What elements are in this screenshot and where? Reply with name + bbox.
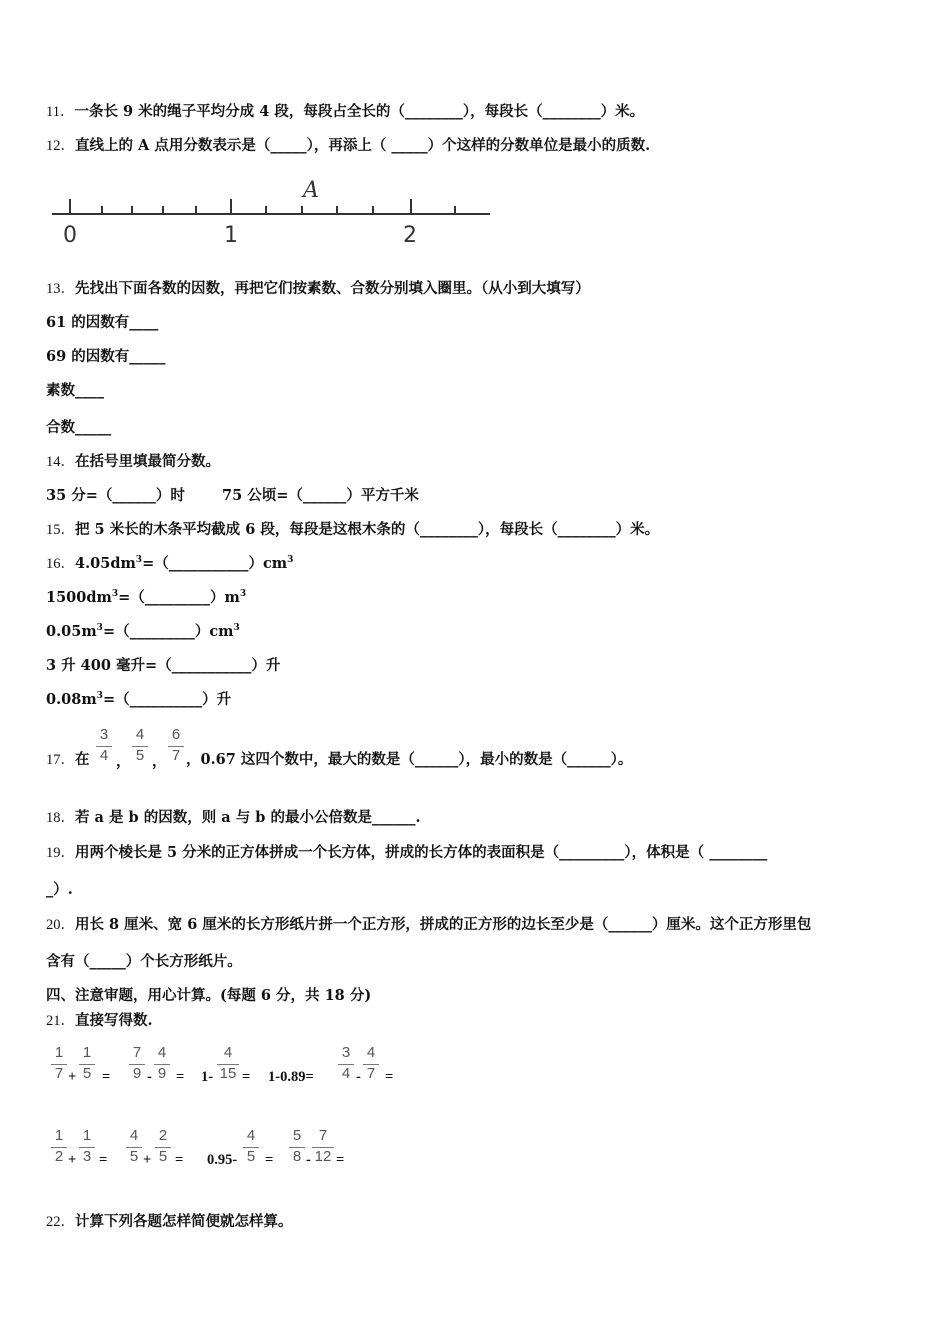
numerator: 1	[82, 1044, 92, 1061]
denominator: 3	[82, 1148, 92, 1165]
q19-continuation: _）.	[46, 881, 73, 898]
fraction	[51, 1044, 67, 1083]
equals: =	[99, 1152, 108, 1168]
operator: +	[68, 1069, 77, 1085]
question-number: 19．	[46, 845, 75, 861]
q16-a-post: =（___________）cm	[142, 555, 288, 572]
fraction	[51, 1127, 67, 1166]
superscript: 3	[96, 691, 103, 702]
superscript: 3	[239, 589, 247, 600]
fraction	[289, 1127, 305, 1166]
question-text: 直线上的 A 点用分数表示是（_____），再添上（ _____）个这样的分数单位是最小的质数.	[75, 137, 651, 154]
fraction	[217, 1044, 239, 1083]
denominator: 5	[158, 1148, 168, 1165]
operator: +	[68, 1152, 77, 1168]
point-a-label: A	[303, 178, 319, 203]
question-20	[46, 915, 811, 935]
numerator: 4	[135, 726, 145, 743]
numerator: 1	[54, 1127, 64, 1144]
denominator: 9	[132, 1065, 142, 1082]
question-17-lead	[46, 750, 90, 770]
question-number: 13．	[46, 281, 75, 297]
q16-a-pre: 4.05dm	[75, 555, 136, 572]
question-text: 一条长 9 米的绳子平均分成 4 段，每段占全长的（________），每段长（________）米。	[74, 103, 645, 120]
q14-line-a: 35 分=（______）时	[46, 487, 185, 504]
q16-line-d: 3 升 400 毫升=（___________）升	[46, 657, 281, 674]
denominator: 12	[314, 1148, 332, 1165]
question-12	[46, 136, 650, 156]
numerator: 6	[171, 726, 181, 743]
question-15	[46, 520, 659, 540]
q16-line-e	[46, 690, 231, 710]
fraction	[338, 1044, 354, 1083]
numerator: 1	[54, 1044, 64, 1061]
superscript: 3	[233, 623, 240, 634]
denominator: 15	[219, 1065, 237, 1082]
question-14	[46, 452, 220, 472]
operator: -	[147, 1069, 152, 1085]
numerator: 4	[246, 1127, 256, 1144]
denominator: 9	[157, 1065, 167, 1082]
section-4-heading: 四、注意审题，用心计算。(每题 6 分，共 18 分)	[46, 987, 372, 1004]
numerator: 4	[157, 1044, 167, 1061]
comma: ，	[152, 754, 167, 770]
q16-c-post: =（_________）cm	[102, 623, 234, 640]
denominator: 5	[135, 747, 145, 764]
question-13	[46, 279, 590, 299]
question-19	[46, 843, 767, 863]
fraction	[79, 1127, 95, 1166]
superscript: 3	[287, 555, 294, 566]
q16-e-pre: 0.08m	[46, 691, 97, 708]
fraction-4-5	[132, 726, 148, 765]
comma: ，	[116, 754, 131, 770]
fraction	[154, 1044, 170, 1083]
numerator: 3	[99, 726, 109, 743]
denominator: 5	[246, 1148, 256, 1165]
q17-lead-word: 在	[75, 751, 90, 768]
tick-label-2: 2	[403, 223, 417, 248]
numerator: 2	[158, 1127, 168, 1144]
superscript: 3	[135, 555, 143, 566]
fraction	[79, 1044, 95, 1083]
equals: =	[385, 1069, 394, 1085]
question-text: 在括号里填最简分数。	[75, 453, 220, 470]
question-number: 17．	[46, 752, 75, 768]
q16-b-post: =（_________）m	[118, 589, 240, 606]
operator: -	[356, 1069, 361, 1085]
numerator: 7	[132, 1044, 142, 1061]
denominator: 7	[54, 1065, 64, 1082]
q14-line-b: 75 公顷=（______）平方千米	[222, 487, 419, 504]
fraction	[155, 1127, 171, 1166]
q16-e-post: =（__________）升	[102, 691, 232, 708]
question-text: 先找出下面各数的因数，再把它们按素数、合数分别填入圈里。（从小到大填写）	[75, 280, 590, 297]
denominator: 2	[54, 1148, 64, 1165]
question-text: 用两个棱长是 5 分米的正方体拼成一个长方体，拼成的长方体的表面积是（_________），体积是（ ________	[75, 844, 768, 861]
question-number: 20．	[46, 917, 75, 933]
q16-c-pre: 0.05m	[46, 623, 97, 640]
numerator: 4	[223, 1044, 233, 1061]
question-number: 21．	[46, 1013, 75, 1029]
fraction-6-7	[168, 726, 184, 765]
question-21	[46, 1011, 153, 1031]
q13-line-c: 素数____	[46, 382, 104, 399]
question-text: 直接写得数.	[75, 1012, 153, 1029]
question-text: 把 5 米长的木条平均截成 6 段，每段是这根木条的（________），每段长（________）米。	[75, 521, 660, 538]
question-number: 22．	[46, 1214, 75, 1230]
question-number: 14．	[46, 454, 75, 470]
numerator: 1	[82, 1127, 92, 1144]
expr-prefix: 0.95-	[207, 1152, 238, 1168]
equals: =	[175, 1152, 184, 1168]
question-number: 12．	[46, 138, 75, 154]
q13-line-a: 61 的因数有____	[46, 314, 159, 331]
fraction	[312, 1127, 334, 1166]
numerator: 4	[366, 1044, 376, 1061]
denominator: 8	[292, 1148, 302, 1165]
equals: =	[102, 1069, 111, 1085]
question-22	[46, 1212, 293, 1232]
equals: =	[242, 1069, 251, 1085]
tick-label-1: 1	[224, 223, 238, 248]
q17-tail: ，0.67 这四个数中，最大的数是（______），最小的数是（______）。	[186, 751, 633, 768]
question-number: 11．	[46, 104, 75, 120]
denominator: 7	[366, 1065, 376, 1082]
numerator: 4	[129, 1127, 139, 1144]
superscript: 3	[111, 589, 119, 600]
question-text: 计算下列各题怎样简便就怎样算。	[75, 1213, 293, 1230]
operator: -	[306, 1152, 311, 1168]
denominator: 5	[82, 1065, 92, 1082]
question-number: 18．	[46, 810, 75, 826]
fraction	[126, 1127, 142, 1166]
fraction	[363, 1044, 379, 1083]
superscript: 3	[96, 623, 103, 634]
numerator: 5	[292, 1127, 302, 1144]
fraction	[243, 1127, 259, 1166]
number-line-figure	[50, 175, 500, 250]
numerator: 7	[318, 1127, 328, 1144]
question-number: 15．	[46, 522, 75, 538]
question-11	[46, 102, 644, 122]
equals: =	[265, 1152, 274, 1168]
expr-prefix: 1-	[201, 1069, 214, 1085]
expr-decimal: 1-0.89=	[268, 1069, 314, 1085]
equals: =	[176, 1069, 185, 1085]
q16-line-c	[46, 622, 240, 642]
denominator: 4	[341, 1065, 351, 1082]
operator: +	[143, 1152, 152, 1168]
fraction	[129, 1044, 145, 1083]
question-text: 用长 8 厘米、宽 6 厘米的长方形纸片拼一个正方形，拼成的正方形的边长至少是（______）厘米。这个正方形里包	[75, 916, 812, 933]
equals: =	[336, 1152, 345, 1168]
tick-label-0: 0	[63, 223, 77, 248]
denominator: 7	[171, 747, 181, 764]
q20-continuation: 含有（_____）个长方形纸片。	[46, 953, 242, 970]
q16-line-b	[46, 588, 246, 608]
question-text: 若 a 是 b 的因数，则 a 与 b 的最小公倍数是______.	[75, 809, 421, 826]
question-number: 16．	[46, 556, 75, 572]
q16-b-pre: 1500dm	[46, 589, 112, 606]
denominator: 4	[99, 747, 109, 764]
question-18	[46, 808, 421, 828]
fraction-3-4	[96, 726, 112, 765]
q13-line-b: 69 的因数有_____	[46, 348, 166, 365]
denominator: 5	[129, 1148, 139, 1165]
question-16	[46, 554, 293, 574]
numerator: 3	[341, 1044, 351, 1061]
q13-line-d: 合数_____	[46, 419, 112, 436]
